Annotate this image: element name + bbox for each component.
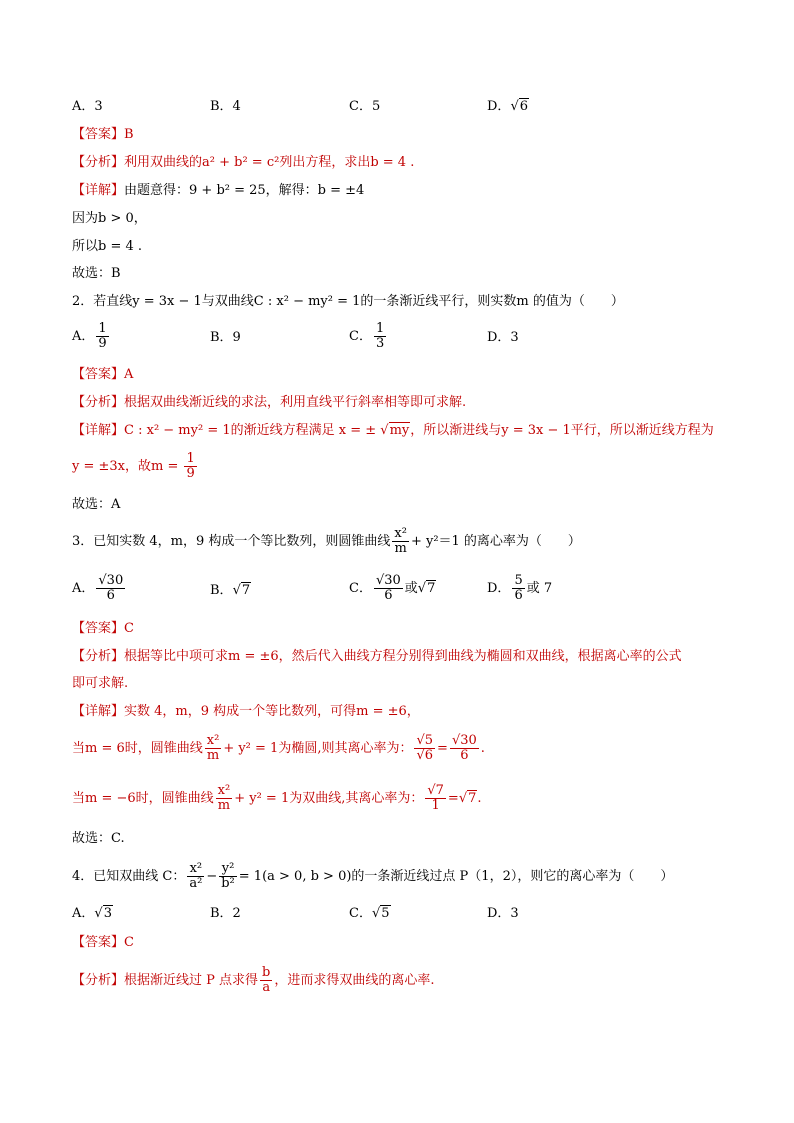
q3-analysis: 【分析】根据等比中项可求m = ±6，然后代入曲线方程分别得到曲线为椭圆和双曲线，根据离心率的公式 <box>72 649 682 664</box>
q3-option-a: A． $\frac{√30}{6}$ <box>72 573 124 603</box>
q2-option-c: C． $\frac{1}{3}$ <box>349 321 385 351</box>
q2-stem: 2．若直线y = 3x − 1与双曲线C : x² − my² = 1的一条渐近线平行，则实数m 的值为（ ） <box>72 294 624 309</box>
q3-detail-line-1: 当m = 6时，圆锥曲线 $\frac{\text{x²}}{m}$ + y² = 1为椭圆,则其离心率为： $\frac{√5}{√6}$ = $\frac{√30}{6}$ . <box>72 733 485 763</box>
q2-choice: 故选：A <box>72 497 121 512</box>
q3-answer: 【答案】C <box>72 621 134 636</box>
q1-detail: 【详解】由题意得：9 + b² = 25，解得：b = ±4 <box>72 183 365 198</box>
q1-detail-line-2: 所以b = 4 . <box>72 239 143 254</box>
q3-choice: 故选：C. <box>72 831 125 846</box>
q1-detail-line-1: 因为b > 0， <box>72 211 147 226</box>
q4-answer: 【答案】C <box>72 935 134 950</box>
q2-option-d: D．3 <box>487 330 519 345</box>
q4-stem: 4．已知双曲线 C： $\frac{\text{x²}}{\text{a²}}$ − $\frac{\text{y²}}{\text{b²}}$ = 1(a > 0, b > 0)的一条渐近线过点 P（1，2），则它的离心率为（ ） <box>72 861 674 891</box>
q2-answer: 【答案】A <box>72 367 134 382</box>
q1-option-d: D．√6 <box>487 99 529 114</box>
q2-detail-line-1: y = ±3x，故m = $\frac{1}{9}$ <box>72 451 195 481</box>
q2-detail: 【详解】C : x² − my² = 1的渐近线方程满足 x = ± √my，所以渐进线与y = 3x − 1平行，所以渐近线方程为 <box>72 423 714 438</box>
q3-analysis-cont: 即可求解. <box>72 676 129 691</box>
q3-detail: 【详解】实数 4，m，9 构成一个等比数列，可得m = ±6， <box>72 704 420 719</box>
q4-option-a: A．√3 <box>72 906 112 921</box>
q3-stem: 3．已知实数 4，m，9 构成一个等比数列，则圆锥曲线 $\frac{\text{x²}}{m}$ + y²＝1 的离心率为（ ） <box>72 526 581 556</box>
q3-option-c: C． $\frac{√30}{6}$ 或√7 <box>349 573 436 603</box>
q4-analysis: 【分析】根据渐近线过 P 点求得 $\frac{b}{a}$ ，进而求得双曲线的离心率. <box>72 965 435 995</box>
q1-answer: 【答案】B <box>72 127 134 142</box>
q4-option-b: B．2 <box>210 906 241 921</box>
q3-option-d: D． $\frac{5}{6}$ 或 7 <box>487 573 553 603</box>
q2-option-a: A． $\frac{1}{9}$ <box>72 321 107 351</box>
q1-option-b: B．4 <box>210 99 241 114</box>
q1-analysis: 【分析】利用双曲线的a² + b² = c²列出方程，求出b = 4 . <box>72 155 415 170</box>
q2-analysis: 【分析】根据双曲线渐近线的求法，利用直线平行斜率相等即可求解. <box>72 395 467 410</box>
q4-option-c: C．√5 <box>349 906 390 921</box>
q1-choice: 故选：B <box>72 266 121 281</box>
q3-detail-line-2: 当m = −6时，圆锥曲线 $\frac{\text{x²}}{m}$ + y² = 1为双曲线,其离心率为： $\frac{√7}{1}$ =√7. <box>72 783 482 813</box>
q4-option-d: D．3 <box>487 906 519 921</box>
q1-option-a: A．3 <box>72 99 103 114</box>
q3-option-b: B．√7 <box>210 583 251 598</box>
q2-option-b: B．9 <box>210 330 241 345</box>
q1-option-c: C．5 <box>349 99 381 114</box>
